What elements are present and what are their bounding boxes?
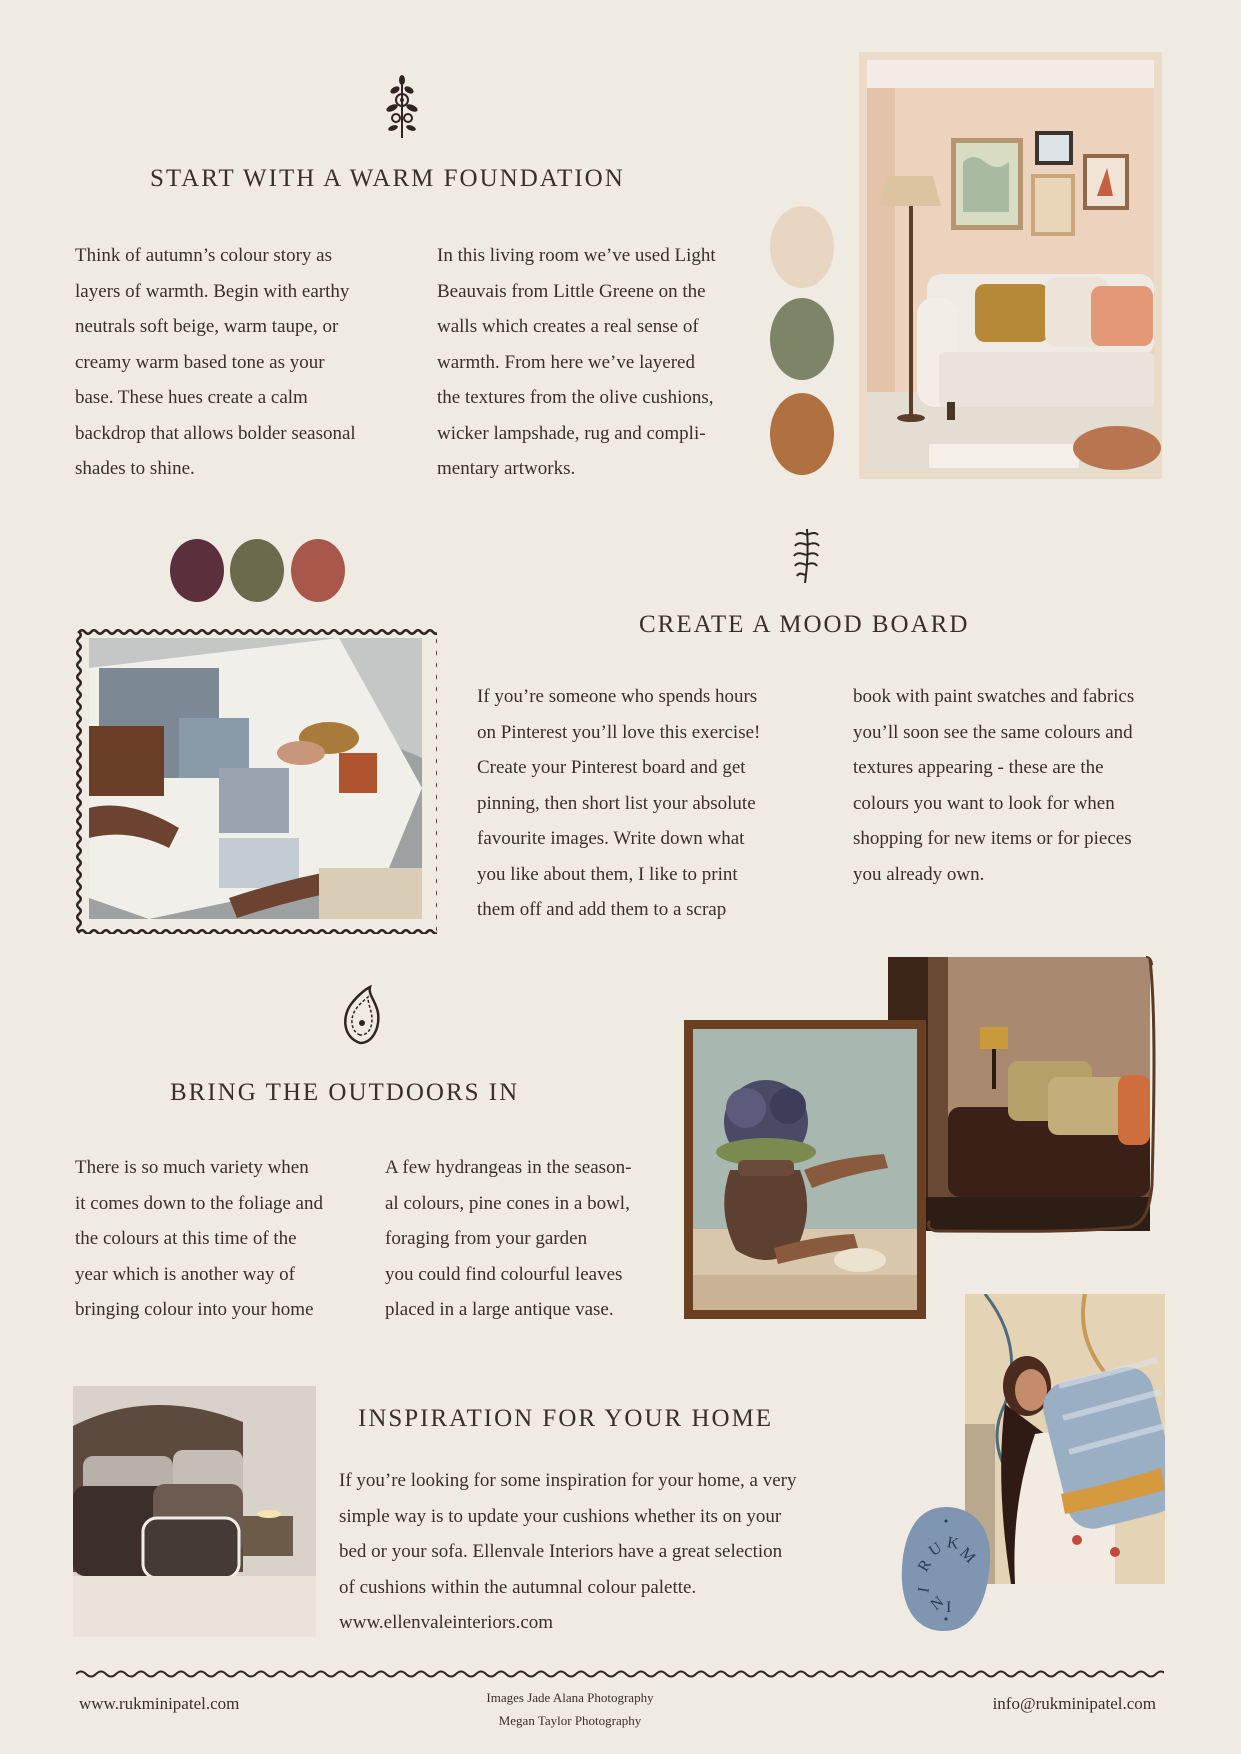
paragraph-line: warmth. From here we’ve layered bbox=[437, 351, 695, 373]
colour-swatch-beige bbox=[770, 206, 834, 288]
badge-letter: I bbox=[946, 1599, 952, 1616]
paragraph-line: favourite images. Write down what bbox=[477, 828, 745, 849]
floral-sprig-icon bbox=[382, 74, 422, 140]
fern-leaf-icon bbox=[792, 525, 822, 585]
paisley-icon bbox=[340, 985, 382, 1047]
outdoors-column-2 bbox=[385, 1150, 675, 1328]
paragraph-line: the textures from the olive cushions, bbox=[437, 387, 714, 408]
rukmini-logo-badge bbox=[896, 1505, 996, 1635]
bedroom-cushions-photo bbox=[73, 1386, 316, 1637]
badge-letter: R bbox=[914, 1556, 935, 1575]
dark-sofa-sketch-frame bbox=[920, 955, 1170, 1245]
paragraph-line: on Pinterest you’ll love this exercise! bbox=[477, 721, 761, 743]
paragraph-line: book with paint swatches and fabrics bbox=[853, 686, 1135, 707]
badge-letter: M bbox=[956, 1544, 979, 1567]
credit-line: Megan Taylor Photography bbox=[498, 1713, 642, 1728]
inspiration-paragraph bbox=[339, 1463, 859, 1641]
paragraph-line: placed in a large antique vase. bbox=[385, 1299, 614, 1320]
footer-photo-credits bbox=[440, 1686, 700, 1732]
mood-board-photo bbox=[89, 638, 422, 919]
paragraph-line: you could find colourful leaves bbox=[385, 1263, 623, 1285]
paragraph-line: you like about them, I like to print bbox=[477, 863, 738, 885]
section-heading-warm-foundation: START WITH A WARM FOUNDATION bbox=[150, 165, 625, 192]
paragraph-line: the colours at this time of the bbox=[75, 1228, 297, 1249]
section-heading-outdoors: BRING THE OUTDOORS IN bbox=[170, 1079, 520, 1106]
paragraph-line: foraging from your garden bbox=[385, 1228, 588, 1249]
living-room-photo bbox=[859, 52, 1162, 479]
paragraph-line: mentary artworks. bbox=[437, 458, 576, 479]
mood-board-column-2 bbox=[853, 679, 1193, 892]
colour-swatch-olive bbox=[770, 298, 834, 380]
paragraph-line: creamy warm based tone as your bbox=[75, 351, 325, 373]
paragraph-line: you’ll soon see the same colours and bbox=[853, 721, 1133, 743]
paragraph-line: you already own. bbox=[853, 863, 985, 885]
paragraph-line: wicker lampshade, rug and compli- bbox=[437, 422, 706, 444]
paragraph-line: Beauvais from Little Greene on the bbox=[437, 280, 706, 302]
wavy-divider bbox=[76, 1666, 1164, 1682]
mood-board-column-1 bbox=[477, 679, 817, 928]
paragraph-line: If you’re someone who spends hours bbox=[477, 686, 758, 707]
paragraph-line: Create your Pinterest board and get bbox=[477, 757, 746, 778]
paragraph-line: colours you want to look for when bbox=[853, 792, 1115, 814]
colour-swatch-plum bbox=[170, 539, 224, 602]
paragraph-line: base. These hues create a calm bbox=[75, 387, 308, 408]
footer-website[interactable]: www.rukminipatel.com bbox=[79, 1694, 240, 1713]
paragraph-line: pinning, then short list your absolute bbox=[477, 792, 756, 814]
paragraph-line: There is so much variety when bbox=[75, 1157, 309, 1178]
section-heading-mood-board: CREATE A MOOD BOARD bbox=[639, 611, 970, 638]
paragraph-line: shades to shine. bbox=[75, 458, 195, 479]
paragraph-line: bed or your sofa. Ellenvale Interiors have a great selection bbox=[339, 1541, 783, 1562]
paragraph-line: Think of autumn’s colour story as bbox=[75, 245, 332, 266]
paragraph-line: bringing colour into your home bbox=[75, 1299, 314, 1320]
paragraph-line: If you’re looking for some inspiration for your home, a very bbox=[339, 1470, 797, 1491]
outdoors-column-1 bbox=[75, 1150, 365, 1328]
badge-letter: N bbox=[927, 1593, 948, 1614]
paragraph-line: www.ellenvaleinteriors.com bbox=[339, 1612, 554, 1633]
paragraph-line: textures appearing - these are the bbox=[853, 757, 1104, 778]
paragraph-line: A few hydrangeas in the season- bbox=[385, 1157, 632, 1178]
paragraph-line: neutrals soft beige, warm taupe, or bbox=[75, 316, 339, 337]
paragraph-line: In this living room we’ve used Light bbox=[437, 245, 716, 266]
warm-foundation-column-2 bbox=[437, 238, 757, 487]
paragraph-line: it comes down to the foliage and bbox=[75, 1192, 323, 1214]
footer-email[interactable]: info@rukminipatel.com bbox=[992, 1694, 1156, 1713]
hydrangea-vase-photo bbox=[684, 1020, 926, 1319]
paragraph-line: walls which creates a real sense of bbox=[437, 316, 699, 337]
colour-swatch-rust bbox=[291, 539, 345, 602]
paragraph-line: them off and add them to a scrap bbox=[477, 899, 727, 920]
badge-letter: U bbox=[925, 1539, 946, 1560]
paragraph-line: al colours, pine cones in a bowl, bbox=[385, 1192, 630, 1214]
badge-letter: K bbox=[945, 1534, 961, 1553]
section-heading-inspiration: INSPIRATION FOR YOUR HOME bbox=[358, 1405, 774, 1432]
warm-foundation-column-1 bbox=[75, 238, 405, 487]
badge-letter: I bbox=[915, 1585, 934, 1595]
credit-line: Images Jade Alana Photography bbox=[486, 1690, 654, 1705]
paragraph-line: shopping for new items or for pieces bbox=[853, 828, 1132, 849]
paragraph-line: simple way is to update your cushions whether its on your bbox=[339, 1505, 782, 1527]
colour-swatch-moss bbox=[230, 539, 284, 602]
paragraph-line: backdrop that allows bolder seasonal bbox=[75, 422, 356, 444]
colour-swatch-terracotta bbox=[770, 393, 834, 475]
paragraph-line: year which is another way of bbox=[75, 1263, 296, 1285]
paragraph-line: of cushions within the autumnal colour palette. bbox=[339, 1576, 697, 1598]
paragraph-line: layers of warmth. Begin with earthy bbox=[75, 280, 350, 302]
